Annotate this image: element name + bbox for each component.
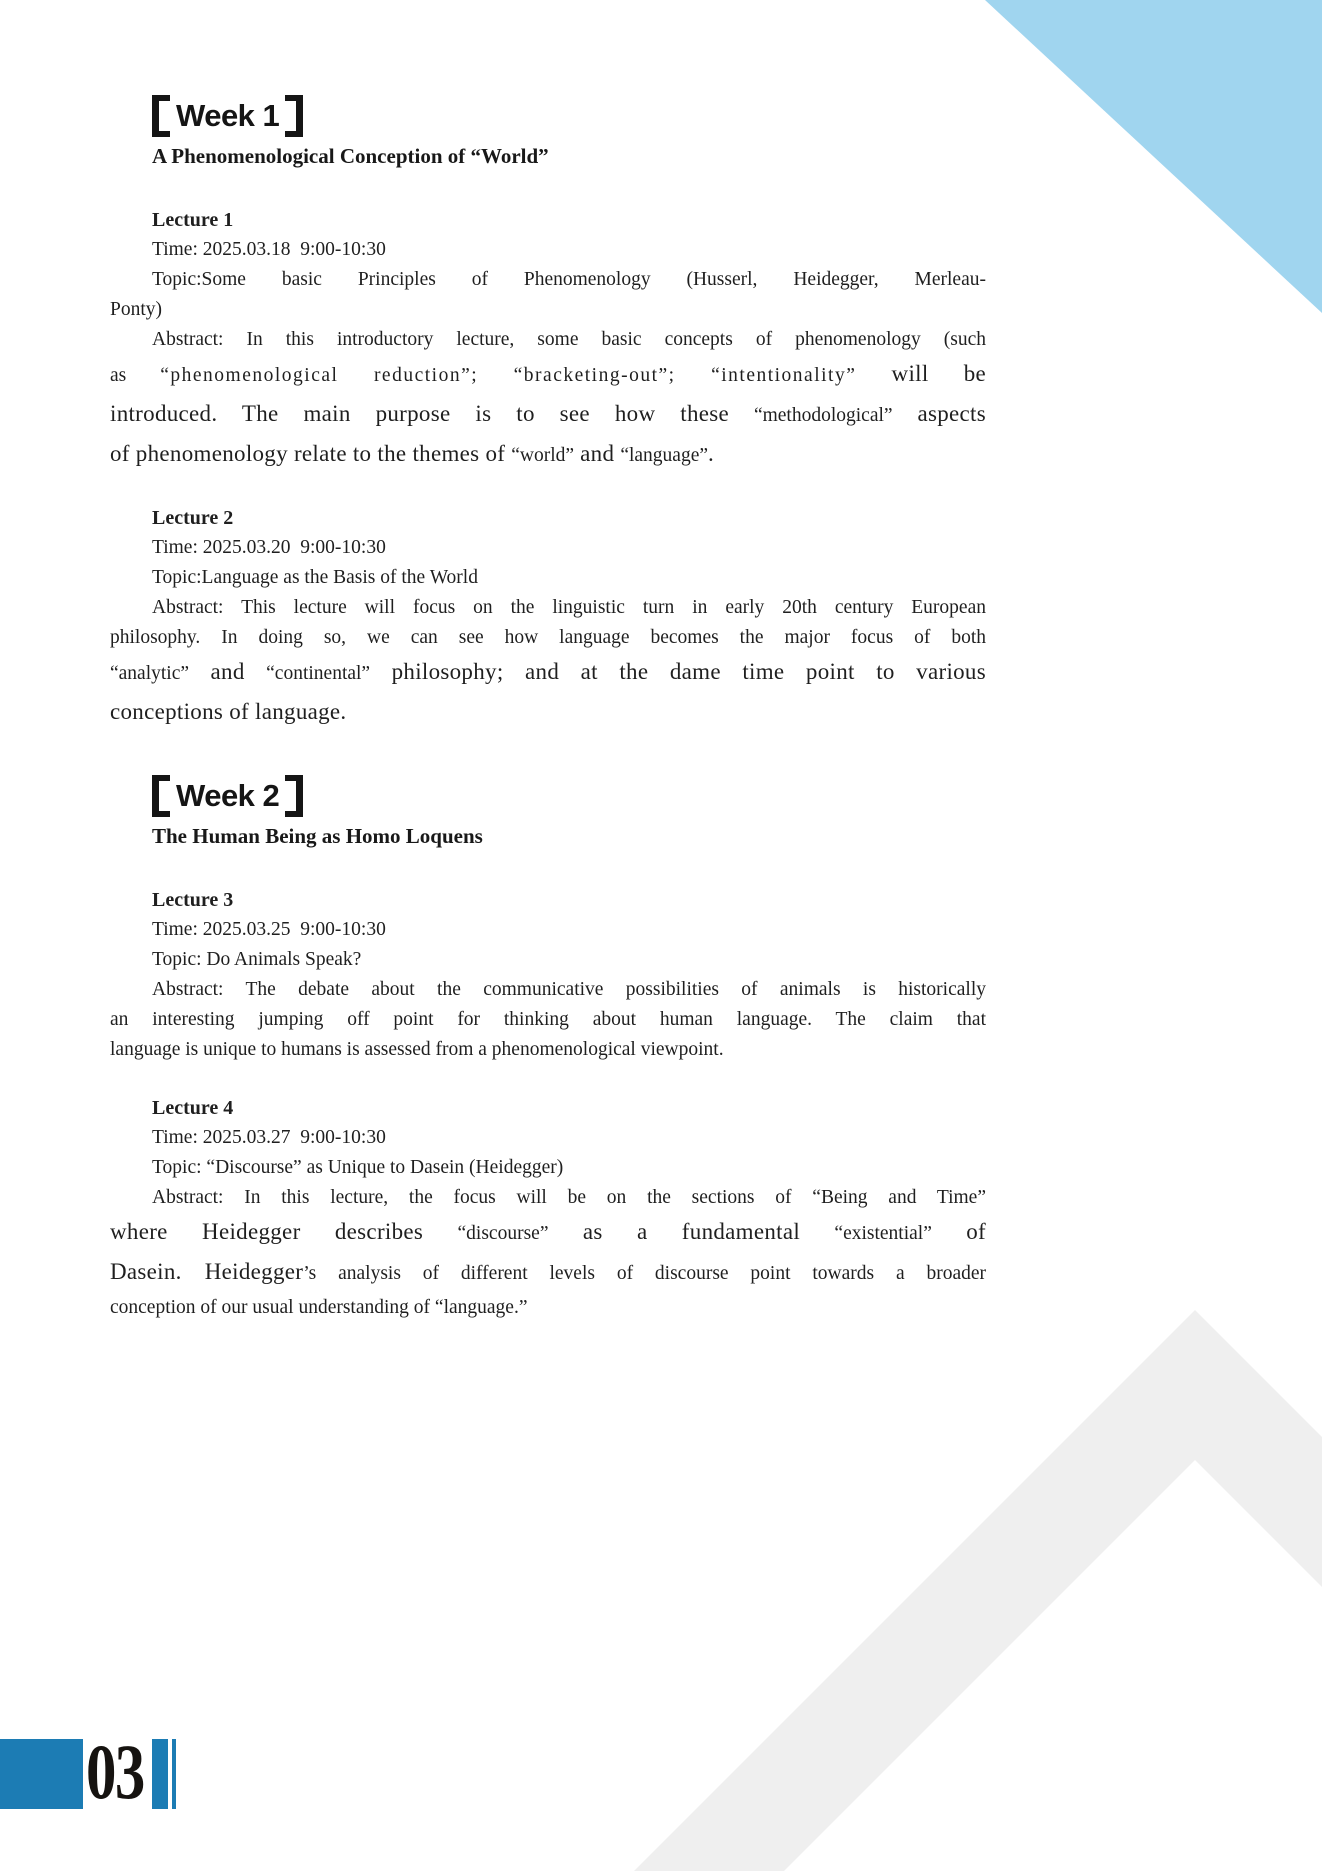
- page-number-line-decoration: [172, 1739, 176, 1809]
- lecture-abstract-line: [110, 1035, 986, 1065]
- lecture-title: Lecture 2: [152, 507, 234, 529]
- text-segment: will be: [856, 361, 987, 386]
- page-number: 03: [86, 1728, 144, 1815]
- text-segment: Abstract: The debate about the communicative possibilities of animals is historically: [152, 979, 986, 1000]
- lecture-abstract-line: [110, 395, 986, 435]
- text-segment: introduced. The main purpose is to see how these: [110, 401, 754, 426]
- lecture-abstract-line: [110, 1253, 986, 1293]
- text-segment: Ponty): [110, 299, 163, 320]
- text-segment: Topic: “Discourse” as Unique to Dasein (Heidegger): [152, 1157, 564, 1178]
- lecture-time: Time: 2025.03.25 9:00-10:30: [152, 919, 386, 940]
- text-segment: “analytic”: [110, 663, 190, 684]
- text-segment: aspects: [892, 401, 986, 426]
- text-segment: Topic:Some basic Principles of Phenomenology (Husserl, Heidegger, Merleau-: [152, 269, 986, 290]
- lecture-topic-line: [110, 945, 986, 975]
- lecture-time: Time: 2025.03.18 9:00-10:30: [152, 239, 386, 260]
- page-number-rect-decoration: [0, 1739, 83, 1809]
- text-segment: philosophy. In doing so, we can see how language becomes the major focus of both: [110, 627, 986, 648]
- text-segment: conceptions of language.: [110, 699, 347, 724]
- corner-triangle-decoration: [985, 0, 1322, 313]
- text-segment: as: [110, 365, 161, 386]
- text-segment: conception of our usual understanding of “language.”: [110, 1297, 528, 1318]
- lecture-abstract-line: [110, 325, 986, 355]
- text-segment: where Heidegger describes: [110, 1219, 458, 1244]
- lecture-topic-line: [110, 1153, 986, 1183]
- text-segment: and: [189, 659, 267, 684]
- week-heading: [152, 775, 986, 817]
- right-lenticular-bracket-icon: [285, 95, 303, 137]
- text-segment: an interesting jumping off point for thinking about human language. The claim that: [110, 1009, 986, 1030]
- text-segment: Abstract: This lecture will focus on the linguistic turn in early 20th century European: [152, 597, 986, 618]
- text-segment: as a fundamental: [548, 1219, 835, 1244]
- lecture-abstract-line: [110, 693, 986, 733]
- lecture-abstract-line: [110, 1005, 986, 1035]
- lecture-block: [110, 205, 986, 475]
- lecture-abstract-line: [110, 355, 986, 395]
- week-subtitle: A Phenomenological Conception of “World”: [152, 144, 549, 168]
- lecture-topic-line: [110, 295, 986, 325]
- text-segment: Topic:Language as the Basis of the World: [152, 567, 478, 588]
- text-segment: Dasein. Heidegger: [110, 1259, 304, 1284]
- week-section: [110, 775, 986, 1323]
- lecture-abstract-line: [110, 593, 986, 623]
- lecture-title: Lecture 1: [152, 209, 234, 231]
- lecture-block: [110, 1093, 986, 1323]
- lecture-abstract-line: [110, 1293, 986, 1323]
- text-segment: language is unique to humans is assessed from a phenomenological viewpoint.: [110, 1039, 724, 1060]
- text-segment: of phenomenology relate to the themes of: [110, 441, 512, 466]
- left-lenticular-bracket-icon: [152, 95, 170, 137]
- lecture-abstract-line: [110, 623, 986, 653]
- week-heading: [152, 95, 986, 137]
- text-segment: of: [931, 1219, 986, 1244]
- lecture-title: Lecture 3: [152, 889, 234, 911]
- text-segment: philosophy; and at the dame time point to various: [370, 659, 986, 684]
- lecture-abstract-line: [110, 1183, 986, 1213]
- text-segment: “continental”: [266, 663, 371, 684]
- lecture-time: Time: 2025.03.20 9:00-10:30: [152, 537, 386, 558]
- lecture-topic-line: [110, 563, 986, 593]
- lecture-abstract-line: [110, 1213, 986, 1253]
- page-number-bar-decoration: [152, 1739, 168, 1809]
- text-segment: .: [708, 441, 715, 466]
- text-segment: “discourse”: [457, 1223, 549, 1244]
- text-segment: ’s analysis of different levels of discourse point towards a broader: [303, 1263, 986, 1284]
- text-segment: “existential”: [834, 1223, 932, 1244]
- text-segment: “language”: [620, 445, 709, 466]
- lecture-title: Lecture 4: [152, 1097, 234, 1119]
- text-segment: Topic: Do Animals Speak?: [152, 949, 362, 970]
- lecture-abstract-line: [110, 653, 986, 693]
- text-segment: “methodological”: [753, 405, 893, 426]
- lecture-time: Time: 2025.03.27 9:00-10:30: [152, 1127, 386, 1148]
- lecture-block: [110, 503, 986, 733]
- week-label: Week 1: [176, 98, 280, 133]
- week-label: Week 2: [176, 778, 280, 813]
- lecture-abstract-line: [110, 975, 986, 1005]
- text-segment: “phenomenological reduction”; “bracketing-out”; “intentionality”: [160, 365, 857, 386]
- text-segment: Abstract: In this introductory lecture, some basic concepts of phenomenology (such: [152, 329, 986, 350]
- text-segment: Abstract: In this lecture, the focus will be on the sections of “Being and Time”: [152, 1187, 986, 1208]
- right-lenticular-bracket-icon: [285, 775, 303, 817]
- text-segment: and: [574, 441, 621, 466]
- text-segment: “world”: [511, 445, 575, 466]
- week-section: [110, 95, 986, 733]
- lecture-block: [110, 885, 986, 1065]
- lecture-abstract-line: [110, 435, 986, 475]
- left-lenticular-bracket-icon: [152, 775, 170, 817]
- week-subtitle: The Human Being as Homo Loquens: [152, 824, 483, 848]
- lecture-topic-line: [110, 265, 986, 295]
